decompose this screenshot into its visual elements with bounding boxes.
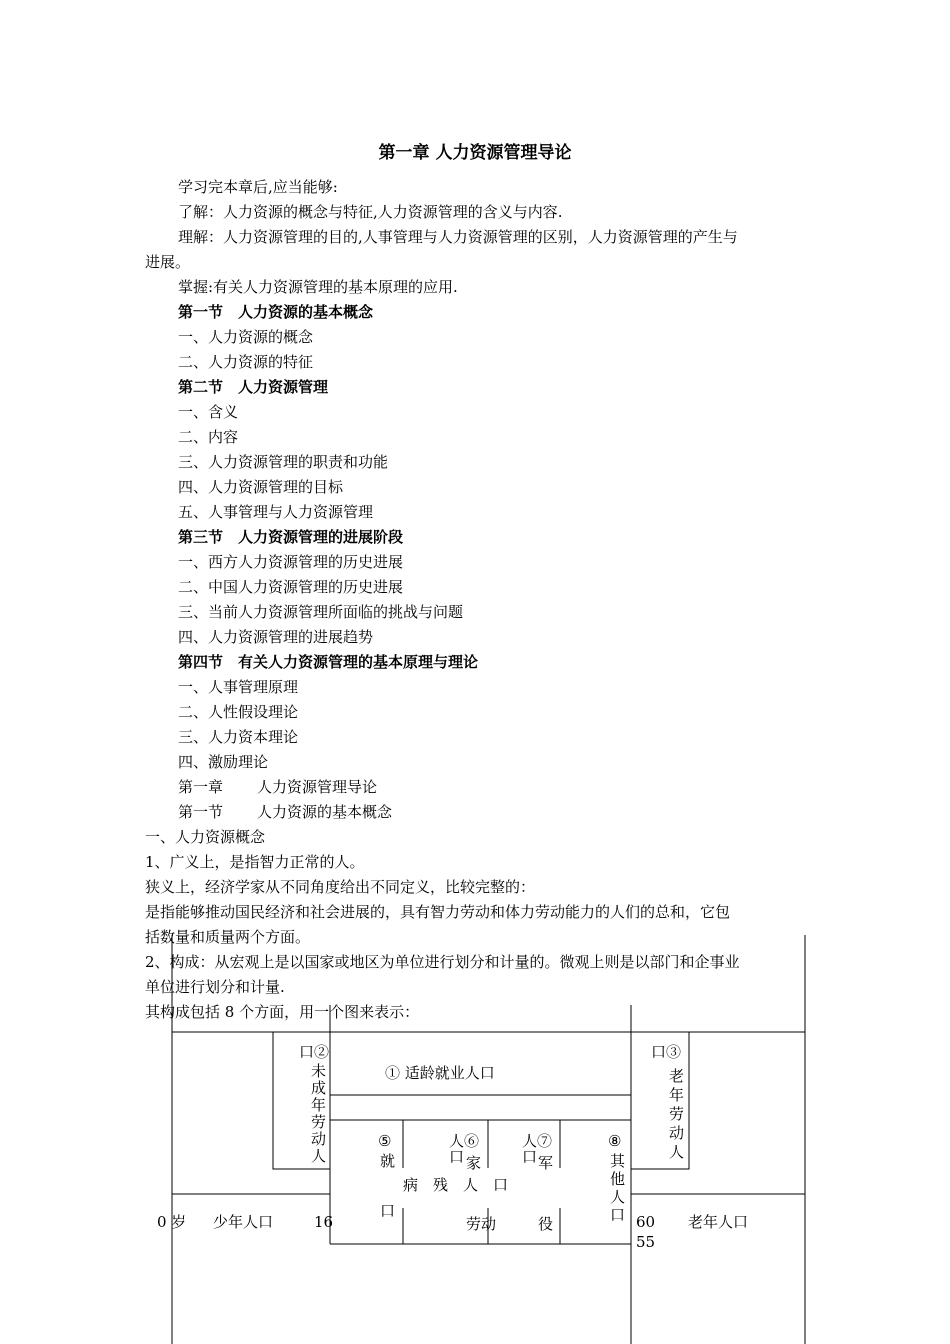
outline-item: 一、人力资源的概念	[178, 328, 314, 346]
svg-text:人: 人	[610, 1188, 626, 1206]
household-label: 人⑥	[449, 1132, 480, 1150]
other-label: ⑧	[608, 1132, 622, 1150]
youth-label: 少年人口	[213, 1213, 274, 1231]
disabled-label: 病 残 人 口	[403, 1176, 509, 1194]
objective-know: 了解：人力资源的概念与特征,人力资源管理的含义与内容.	[178, 203, 563, 221]
minor-labor-label	[311, 1062, 326, 1165]
objective-master: 掌握:有关人力资源管理的基本原理的应用.	[178, 278, 458, 296]
working-age-label: ① 适龄就业人口	[385, 1064, 495, 1082]
elder-labor-label-head: 口③	[651, 1043, 682, 1061]
military-label: 人⑦	[522, 1132, 553, 1150]
svg-text:年: 年	[311, 1096, 327, 1114]
study-label-char: 就	[380, 1152, 396, 1170]
chapter-heading	[178, 777, 377, 797]
elder-labor-label	[669, 1067, 684, 1161]
military-label-3: 军	[538, 1154, 554, 1172]
objective-understand: 理解：人力资源管理的目的,人事管理与人力资源管理的区别，人力资源管理的产生与	[178, 228, 738, 246]
body-paragraph: 1、广义上，是指智力正常的人。	[145, 853, 365, 871]
objective-understand-cont: 进展。	[145, 253, 191, 271]
outline-item: 三、人力资源管理的职责和功能	[178, 453, 389, 471]
outline-item: 三、当前人力资源管理所面临的挑战与问题	[178, 603, 464, 621]
svg-text:人: 人	[669, 1143, 685, 1161]
military-label-4: 役	[538, 1215, 554, 1233]
chapter-number: 第一章	[178, 778, 224, 796]
outline-item: 一、人事管理原理	[178, 678, 299, 696]
svg-text:动: 动	[669, 1124, 685, 1142]
body-paragraph: 2、构成：从宏观上是以国家或地区为单位进行划分和计量的。微观上则是以部门和企事业	[145, 953, 740, 971]
body-paragraph: 括数量和质量两个方面。	[145, 928, 311, 946]
outline-item: 二、中国人力资源管理的历史进展	[178, 578, 404, 596]
outline-item: 一、西方人力资源管理的历史进展	[178, 553, 404, 571]
household-label-4: 劳动	[466, 1215, 497, 1233]
intro-text: 学习完本章后,应当能够:	[178, 178, 338, 196]
military-label-2: 口	[522, 1148, 538, 1166]
outline-item: 三、人力资本理论	[178, 728, 299, 746]
section-name: 人力资源的基本概念	[257, 803, 393, 821]
age-sixteen-label: 16	[314, 1213, 334, 1231]
section-number: 第一节	[178, 803, 224, 821]
svg-text:成: 成	[311, 1079, 327, 1097]
minor-labor-label-head: 口②	[299, 1043, 330, 1061]
study-label: ⑤	[378, 1132, 392, 1150]
section-heading-2: 第二节 人力资源管理	[178, 378, 329, 396]
outline-item: 二、人性假设理论	[178, 703, 299, 721]
outline-item: 一、含义	[178, 403, 239, 421]
section-heading	[178, 802, 392, 822]
study-label-tail: 口	[380, 1202, 396, 1220]
chapter-name: 人力资源管理导论	[257, 778, 378, 796]
svg-text:动: 动	[311, 1130, 327, 1148]
svg-text:劳: 劳	[311, 1113, 327, 1131]
outline-item: 五、人事管理与人力资源管理	[178, 503, 374, 521]
body-paragraph: 是指能够推动国民经济和社会进展的，具有智力劳动和体力劳动能力的人们的总和，它包	[145, 903, 731, 921]
body-paragraph: 一、人力资源概念	[145, 828, 266, 846]
chapter-title: 第一章 人力资源管理导论	[378, 143, 572, 163]
household-label-3: 家	[466, 1154, 482, 1172]
svg-text:未: 未	[311, 1062, 327, 1080]
svg-text:年: 年	[669, 1086, 685, 1104]
svg-text:口: 口	[610, 1206, 626, 1224]
age-fiftyfive-label: 55	[636, 1233, 656, 1251]
section-heading-4: 第四节 有关人力资源管理的基本原理与理论	[178, 653, 479, 671]
age-sixty-label: 60	[636, 1213, 656, 1231]
body-paragraph: 其构成包括 8 个方面，用一个图来表示：	[145, 1003, 420, 1021]
outline-item: 四、激励理论	[178, 753, 269, 771]
body-paragraph: 单位进行划分和计量.	[145, 978, 285, 996]
svg-text:老: 老	[669, 1067, 685, 1085]
outline-item: 二、内容	[178, 428, 239, 446]
svg-text:人: 人	[311, 1147, 327, 1165]
section-heading-1: 第一节 人力资源的基本概念	[178, 303, 374, 321]
age-zero-label: 0 岁	[157, 1213, 187, 1231]
household-label-2: 口	[449, 1148, 465, 1166]
body-paragraph: 狭义上，经济学家从不同角度给出不同定义，比较完整的：	[145, 878, 536, 896]
section-heading-3: 第三节 人力资源管理的进展阶段	[178, 528, 404, 546]
other-label-vertical	[610, 1152, 626, 1224]
outline-item: 二、人力资源的特征	[178, 353, 314, 371]
outline-item: 四、人力资源管理的进展趋势	[178, 628, 374, 646]
svg-text:劳: 劳	[669, 1105, 685, 1123]
outline-item: 四、人力资源管理的目标	[178, 478, 344, 496]
svg-text:其: 其	[610, 1152, 626, 1170]
elderly-label: 老年人口	[688, 1213, 749, 1231]
svg-text:他: 他	[610, 1170, 626, 1188]
